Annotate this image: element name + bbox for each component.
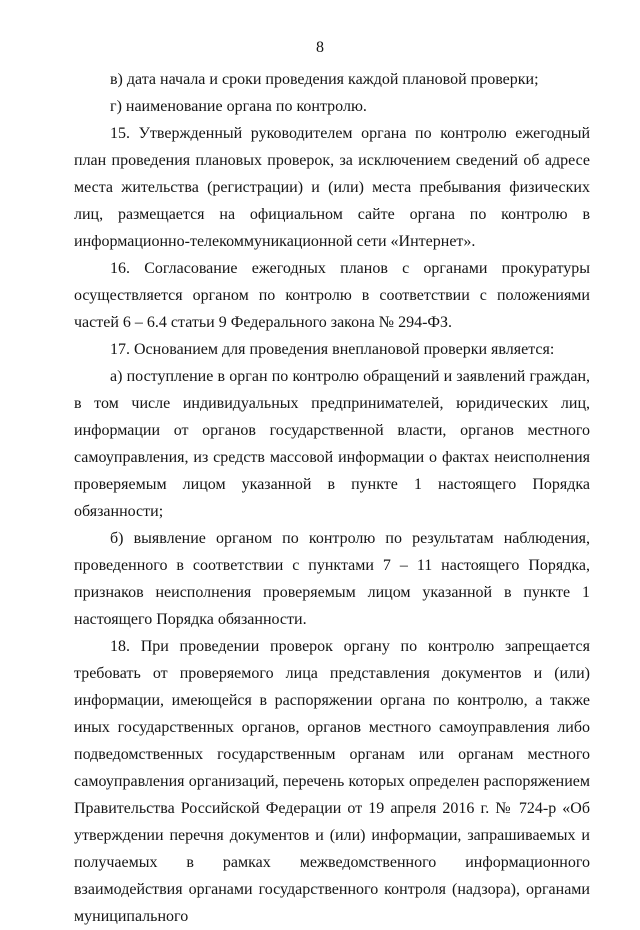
paragraph-17: 17. Основанием для проведения внеплановой проверки является: (110, 341, 555, 358)
paragraph-16: 16. Согласование ежегодных планов с органами прокуратуры осуществляется органом по контролю в соответствии с положениями частей 6 – 6.4 статьи 9 Федерального закона № 294-ФЗ. (74, 260, 590, 331)
paragraph-item-g: г) наименование органа по контролю. (110, 98, 367, 115)
document-body (74, 66, 590, 930)
paragraph-17-b: б) выявление органом по контролю по результатам наблюдения, проведенного в соответствии с пунктами 7 – 11 настоящего Порядка, признаков неисполнения проверяемым лицом указанной в пункте 1 настоящего Порядка обязанности. (74, 530, 590, 628)
paragraph-15: 15. Утвержденный руководителем органа по контролю ежегодный план проведения плановых проверок, за исключением сведений об адресе места жительства (регистрации) и (или) места пребывания физических лиц, размещается на официальном сайте органа по контролю в информационно-телекоммуникационной сети «Интернет». (74, 125, 590, 250)
paragraph-item-v: в) дата начала и сроки проведения каждой плановой проверки; (110, 71, 539, 88)
page-number: 8 (316, 39, 324, 56)
paragraph-18: 18. При проведении проверок органу по контролю запрещается требовать от проверяемого лица представления документов и (или) информации, имеющейся в распоряжении органа по контролю, а также иных государственных органов, органов местного самоуправления либо подведомственных государственным органам или органам местного самоуправления организаций, перечень которых определен распоряжением Правительства Российской Федерации от 19 апреля 2016 г. № 724-р «Об утверждении перечня документов и (или) информации, запрашиваемых и получаемых в рамках межведомственного информационного взаимодействия органами государственного контроля (надзора), органами муниципального (74, 638, 590, 925)
paragraph-17-a: а) поступление в орган по контролю обращений и заявлений граждан, в том числе индивидуальных предпринимателей, юридических лиц, информации от органов государственной власти, органов местного самоуправления, из средств массовой информации о фактах неисполнения проверяемым лицом указанной в пункте 1 настоящего Порядка обязанности; (74, 368, 590, 520)
